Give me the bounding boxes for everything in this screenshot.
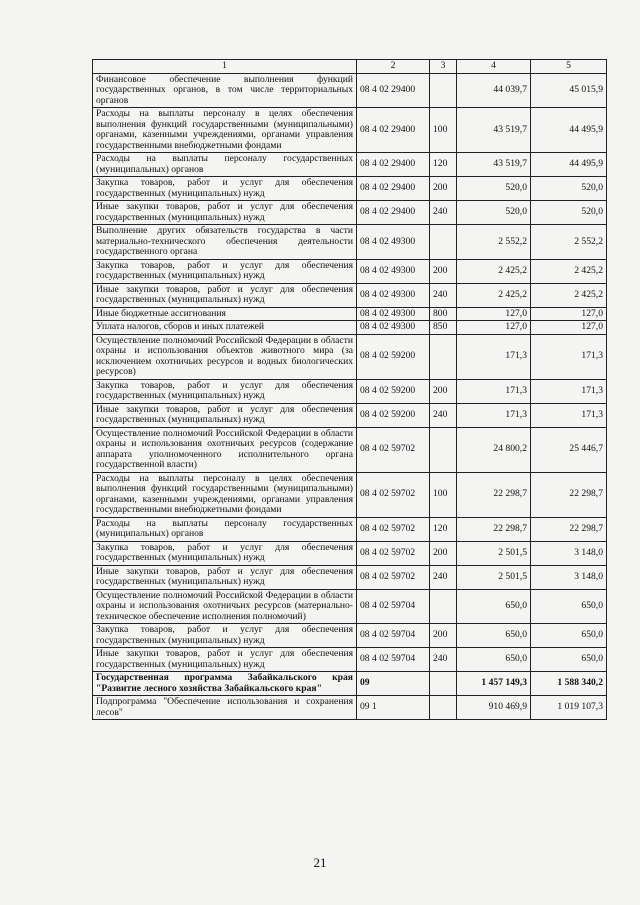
program-code-cell: 08 4 02 49300: [357, 259, 430, 283]
program-code-cell: 08 4 02 49300: [357, 321, 430, 335]
amount-year2-cell: 44 495,9: [531, 153, 607, 177]
program-code-cell: 08 4 02 49300: [357, 225, 430, 260]
budget-table: [92, 59, 607, 720]
expense-name-cell: Закупка товаров, работ и услуг для обеспечения государственных (муниципальных) нужд: [93, 177, 357, 201]
program-code-cell: 08 4 02 59702: [357, 565, 430, 589]
amount-year2-cell: 171,3: [531, 379, 607, 403]
program-code-cell: 08 4 02 29400: [357, 153, 430, 177]
amount-year1-cell: 44 039,7: [457, 73, 531, 108]
amount-year2-cell: 22 298,7: [531, 472, 607, 517]
table-row: [93, 696, 607, 720]
expense-type-cell: 200: [430, 624, 457, 648]
expense-name-cell: Осуществление полномочий Российской Федерации в области охраны и использования охотничьих ресурсов (материально-техническое обеспечение исполнения полномочий): [93, 589, 357, 624]
amount-year2-cell: 127,0: [531, 321, 607, 335]
expense-type-cell: 800: [430, 307, 457, 321]
column-header: 3: [430, 60, 457, 74]
table-row: [93, 225, 607, 260]
amount-year2-cell: 2 552,2: [531, 225, 607, 260]
amount-year1-cell: 171,3: [457, 403, 531, 427]
program-code-cell: 08 4 02 59200: [357, 379, 430, 403]
amount-year1-cell: 650,0: [457, 589, 531, 624]
program-code-cell: 08 4 02 59200: [357, 334, 430, 379]
expense-name-cell: Государственная программа Забайкальского края "Развитие лесного хозяйства Забайкальского края": [93, 672, 357, 696]
amount-year1-cell: 2 501,5: [457, 541, 531, 565]
program-code-cell: 08 4 02 29400: [357, 108, 430, 153]
expense-type-cell: 240: [430, 201, 457, 225]
program-code-cell: 08 4 02 59702: [357, 517, 430, 541]
amount-year2-cell: 44 495,9: [531, 108, 607, 153]
table-row: [93, 259, 607, 283]
page-number: 21: [313, 855, 327, 870]
amount-year2-cell: 520,0: [531, 177, 607, 201]
amount-year1-cell: 650,0: [457, 648, 531, 672]
expense-type-cell: 850: [430, 321, 457, 335]
table-row: [93, 201, 607, 225]
amount-year1-cell: 127,0: [457, 307, 531, 321]
expense-name-cell: Закупка товаров, работ и услуг для обеспечения государственных (муниципальных) нужд: [93, 624, 357, 648]
amount-year1-cell: 910 469,9: [457, 696, 531, 720]
expense-name-cell: Закупка товаров, работ и услуг для обеспечения государственных (муниципальных) нужд: [93, 379, 357, 403]
expense-name-cell: Уплата налогов, сборов и иных платежей: [93, 321, 357, 335]
program-code-cell: 08 4 02 29400: [357, 201, 430, 225]
table-row: [93, 108, 607, 153]
expense-name-cell: Расходы на выплаты персоналу государственных (муниципальных) органов: [93, 517, 357, 541]
expense-type-cell: [430, 225, 457, 260]
amount-year1-cell: 650,0: [457, 624, 531, 648]
column-header: 2: [357, 60, 430, 74]
expense-type-cell: 240: [430, 648, 457, 672]
program-code-cell: 09: [357, 672, 430, 696]
expense-name-cell: Осуществление полномочий Российской Федерации в области охраны и использования охотничьих ресурсов (содержание аппарата уполномоченного исполнительного органа государственной власти): [93, 427, 357, 472]
amount-year1-cell: 43 519,7: [457, 153, 531, 177]
expense-type-cell: 200: [430, 541, 457, 565]
amount-year1-cell: 2 425,2: [457, 259, 531, 283]
table-row: [93, 403, 607, 427]
expense-name-cell: Осуществление полномочий Российской Федерации в области охраны и использования объектов животного мира (за исключением охотничьих ресурсов и водных биологических ресурсов): [93, 334, 357, 379]
table-row: [93, 73, 607, 108]
table-row: [93, 517, 607, 541]
expense-name-cell: Закупка товаров, работ и услуг для обеспечения государственных (муниципальных) нужд: [93, 541, 357, 565]
amount-year1-cell: 1 457 149,3: [457, 672, 531, 696]
table-row: [93, 565, 607, 589]
expense-type-cell: [430, 334, 457, 379]
expense-type-cell: [430, 672, 457, 696]
amount-year2-cell: 1 019 107,3: [531, 696, 607, 720]
expense-type-cell: [430, 73, 457, 108]
program-code-cell: 08 4 02 49300: [357, 283, 430, 307]
expense-name-cell: Иные бюджетные ассигнования: [93, 307, 357, 321]
table-row: [93, 153, 607, 177]
expense-name-cell: Выполнение других обязательств государства в части материально-технического обеспечения деятельности государственного органа: [93, 225, 357, 260]
expense-name-cell: Расходы на выплаты персоналу государственных (муниципальных) органов: [93, 153, 357, 177]
table-row: [93, 672, 607, 696]
amount-year1-cell: 2 501,5: [457, 565, 531, 589]
expense-type-cell: 200: [430, 259, 457, 283]
expense-name-cell: Иные закупки товаров, работ и услуг для обеспечения государственных (муниципальных) нужд: [93, 565, 357, 589]
program-code-cell: 09 1: [357, 696, 430, 720]
table-header-row: [93, 60, 607, 74]
amount-year1-cell: 24 800,2: [457, 427, 531, 472]
program-code-cell: 08 4 02 59704: [357, 648, 430, 672]
amount-year1-cell: 43 519,7: [457, 108, 531, 153]
expense-type-cell: 100: [430, 108, 457, 153]
amount-year2-cell: 22 298,7: [531, 517, 607, 541]
amount-year2-cell: 2 425,2: [531, 283, 607, 307]
table-row: [93, 427, 607, 472]
table-row: [93, 321, 607, 335]
amount-year1-cell: 171,3: [457, 334, 531, 379]
program-code-cell: 08 4 02 59704: [357, 624, 430, 648]
expense-type-cell: [430, 589, 457, 624]
expense-name-cell: Закупка товаров, работ и услуг для обеспечения государственных (муниципальных) нужд: [93, 259, 357, 283]
expense-type-cell: 200: [430, 177, 457, 201]
program-code-cell: 08 4 02 59702: [357, 472, 430, 517]
program-code-cell: 08 4 02 59704: [357, 589, 430, 624]
expense-name-cell: Иные закупки товаров, работ и услуг для обеспечения государственных (муниципальных) нужд: [93, 403, 357, 427]
amount-year1-cell: 2 425,2: [457, 283, 531, 307]
table-row: [93, 589, 607, 624]
amount-year2-cell: 3 148,0: [531, 541, 607, 565]
amount-year2-cell: 171,3: [531, 403, 607, 427]
expense-name-cell: Иные закупки товаров, работ и услуг для обеспечения государственных (муниципальных) нужд: [93, 648, 357, 672]
column-header: 4: [457, 60, 531, 74]
table-row: [93, 177, 607, 201]
amount-year2-cell: 520,0: [531, 201, 607, 225]
table-row: [93, 541, 607, 565]
table-row: [93, 307, 607, 321]
amount-year1-cell: 22 298,7: [457, 517, 531, 541]
expense-type-cell: 240: [430, 283, 457, 307]
expense-name-cell: Расходы на выплаты персоналу в целях обеспечения выполнения функций государственными (муниципальными) органами, казенными учреждениями, органами управления государственными внебюджетными фондами: [93, 472, 357, 517]
program-code-cell: 08 4 02 29400: [357, 73, 430, 108]
amount-year2-cell: 127,0: [531, 307, 607, 321]
amount-year2-cell: 650,0: [531, 648, 607, 672]
column-header: 5: [531, 60, 607, 74]
expense-name-cell: Финансовое обеспечение выполнения функций государственных органов, в том числе территориальных органов: [93, 73, 357, 108]
amount-year1-cell: 127,0: [457, 321, 531, 335]
expense-type-cell: 200: [430, 379, 457, 403]
amount-year1-cell: 520,0: [457, 177, 531, 201]
amount-year1-cell: 2 552,2: [457, 225, 531, 260]
table-body: [93, 73, 607, 720]
amount-year1-cell: 22 298,7: [457, 472, 531, 517]
program-code-cell: 08 4 02 29400: [357, 177, 430, 201]
amount-year2-cell: 25 446,7: [531, 427, 607, 472]
table-row: [93, 648, 607, 672]
table-row: [93, 624, 607, 648]
expense-type-cell: [430, 427, 457, 472]
amount-year1-cell: 520,0: [457, 201, 531, 225]
expense-name-cell: Иные закупки товаров, работ и услуг для обеспечения государственных (муниципальных) нужд: [93, 283, 357, 307]
table-row: [93, 283, 607, 307]
table-row: [93, 334, 607, 379]
amount-year2-cell: 650,0: [531, 624, 607, 648]
program-code-cell: 08 4 02 59200: [357, 403, 430, 427]
amount-year2-cell: 171,3: [531, 334, 607, 379]
amount-year2-cell: 45 015,9: [531, 73, 607, 108]
expense-name-cell: Подпрограмма "Обеспечение использования и сохранения лесов": [93, 696, 357, 720]
program-code-cell: 08 4 02 59702: [357, 541, 430, 565]
amount-year2-cell: 2 425,2: [531, 259, 607, 283]
expense-type-cell: 100: [430, 472, 457, 517]
amount-year2-cell: 650,0: [531, 589, 607, 624]
expense-type-cell: [430, 696, 457, 720]
expense-type-cell: 240: [430, 565, 457, 589]
expense-name-cell: Иные закупки товаров, работ и услуг для обеспечения государственных (муниципальных) нужд: [93, 201, 357, 225]
expense-name-cell: Расходы на выплаты персоналу в целях обеспечения выполнения функций государственными (муниципальными) органами, казенными учреждениями, органами управления государственными внебюджетными фондами: [93, 108, 357, 153]
amount-year1-cell: 171,3: [457, 379, 531, 403]
expense-type-cell: 120: [430, 153, 457, 177]
expense-type-cell: 240: [430, 403, 457, 427]
table-row: [93, 472, 607, 517]
table-row: [93, 379, 607, 403]
expense-type-cell: 120: [430, 517, 457, 541]
program-code-cell: 08 4 02 49300: [357, 307, 430, 321]
amount-year2-cell: 1 588 340,2: [531, 672, 607, 696]
program-code-cell: 08 4 02 59702: [357, 427, 430, 472]
column-header: 1: [93, 60, 357, 74]
amount-year2-cell: 3 148,0: [531, 565, 607, 589]
